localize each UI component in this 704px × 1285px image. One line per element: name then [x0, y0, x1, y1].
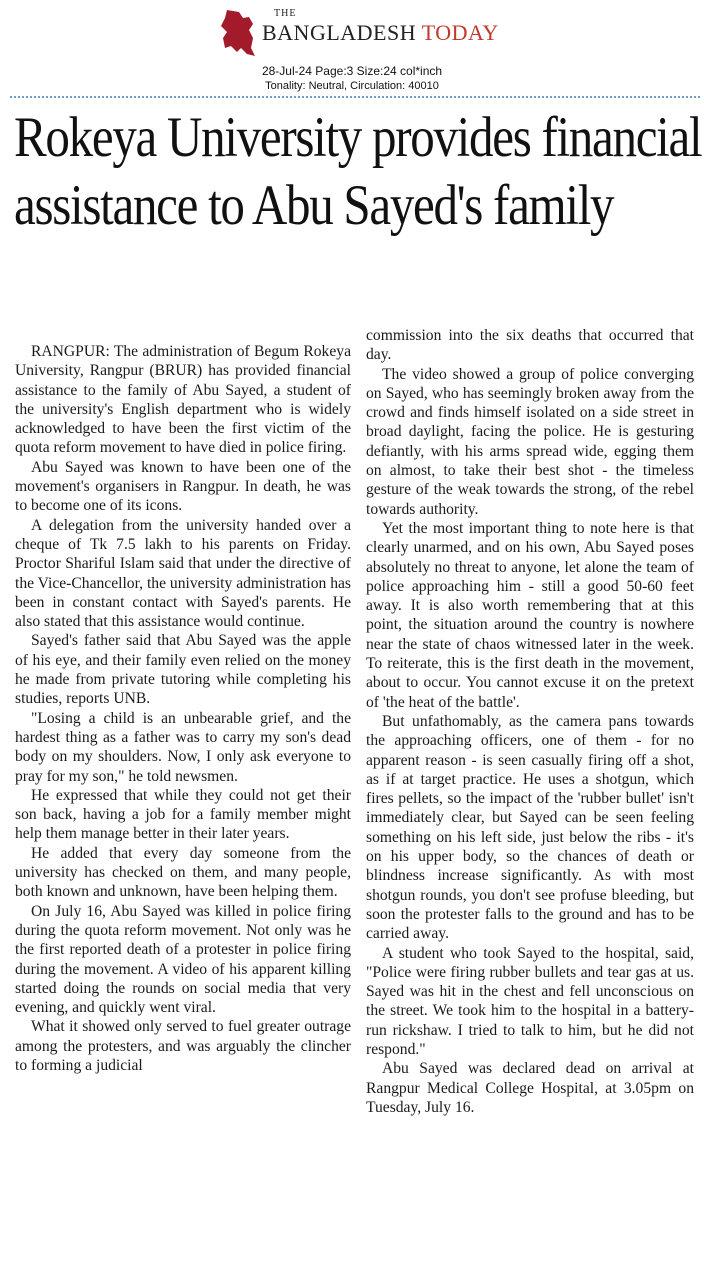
paragraph: He expressed that while they could not get their son back, having a job for a family member might help them manage better in their later years. — [15, 786, 351, 843]
paragraph: On July 16, Abu Sayed was killed in police firing during the quota reform movement. Not only was he the first reported death of a protester in police firing during the movement. A video of his apparent killing started doing the rounds on social media that very evening, and quickly went viral. — [15, 902, 351, 1017]
logo-wordmark — [262, 20, 499, 46]
paragraph: A delegation from the university handed over a cheque of Tk 7.5 lakh to his parents on Friday. Proctor Shariful Islam said that under the directive of the Vice-Chancellor, the university administration has been in constant contact with Sayed's parents. He also stated that this assistance would continue. — [15, 516, 351, 631]
tonality-circulation: Tonality: Neutral, Circulation: 40010 — [265, 80, 439, 92]
paragraph: "Losing a child is an unbearable grief, and the hardest thing as a father was to carry my son's dead body on my shoulders. Now, I only ask everyone to pray for my son," he told newsmen. — [15, 709, 351, 785]
paragraph: Yet the most important thing to note here is that clearly unarmed, and on his own, Abu Sayed poses absolutely no threat to anyone, let alone the team of police approaching him - still a good 50-60 feet away. It is also worth remembering that at this point, the situation around the country is nowhere near the state of chaos witnessed later in the week. To reiterate, this is the first death in the movement, about to occur. You cannot excuse it on the pretext of 'the heat of the battle'. — [366, 519, 694, 711]
bangladesh-map-icon — [219, 8, 257, 58]
logo-the: THE — [274, 8, 297, 19]
article-headline: Rokeya University provides financial assistance to Abu Sayed's family — [14, 106, 702, 237]
masthead — [0, 0, 704, 98]
article-column-right — [366, 326, 694, 1117]
paragraph: commission into the six deaths that occurred that day. — [366, 327, 694, 364]
paragraph: The video showed a group of police converging on Sayed, who has seemingly broken away from the crowd and finds himself isolated on a side street in broad daylight, facing the police. He is gesturing defiantly, with his arms spread wide, egging them on almost, to take their best shot - the timeless gesture of the weak towards the strong, of the rebel towards authority. — [366, 365, 694, 518]
dotted-divider — [10, 96, 700, 98]
logo-today: TODAY — [421, 20, 499, 45]
paragraph: But unfathomably, as the camera pans towards the approaching officers, one of them - for no apparent reason - is seen casually firing off a shot, as if at target practice. He uses a shotgun, which fires pellets, so the impact of the 'rubber bullet' isn't immediately clear, but Sayed can be seen feeling something on his left side, just below the ribs - it's on his upper body, so the chances of death or blindness increase significantly. As with most shotgun rounds, you don't see profuse bleeding, but soon the protester falls to the ground and has to be carried away. — [366, 712, 694, 943]
paragraph: Sayed's father said that Abu Sayed was the apple of his eye, and their family even relied on the money he made from private tutoring while completing his studies, reports UNB. — [15, 632, 351, 708]
paragraph: A student who took Sayed to the hospital, said, "Police were firing rubber bullets and tear gas at us. Sayed was hit in the chest and fell unconscious on the street. We took him to the hospital in a battery-run rickshaw. I tried to talk to him, but he did not respond." — [366, 944, 694, 1058]
paragraph: What it showed only served to fuel greater outrage among the protesters, and was arguably the clincher to forming a judicial — [15, 1018, 351, 1074]
paragraph: RANGPUR: The administration of Begum Rokeya University, Rangpur (BRUR) has provided financial assistance to the family of Abu Sayed, a student of the university's English department who is widely acknowledged to have been the first victim of the quota reform movement to have died in police firing. — [15, 343, 351, 457]
clipping-info: 28-Jul-24 Page:3 Size:24 col*inch — [261, 64, 443, 78]
paragraph: Abu Sayed was known to have been one of the movement's organisers in Rangpur. In death, he was to become one of its icons. — [15, 458, 351, 515]
paragraph: Abu Sayed was declared dead on arrival at Rangpur Medical College Hospital, at 3.05pm on Tuesday, July 16. — [366, 1060, 694, 1116]
logo-name: BANGLADESH — [262, 20, 417, 45]
paragraph: He added that every day someone from the university has checked on them, and many people, both known and unknown, have been helping them. — [15, 844, 351, 901]
article-column-left — [15, 342, 351, 1075]
